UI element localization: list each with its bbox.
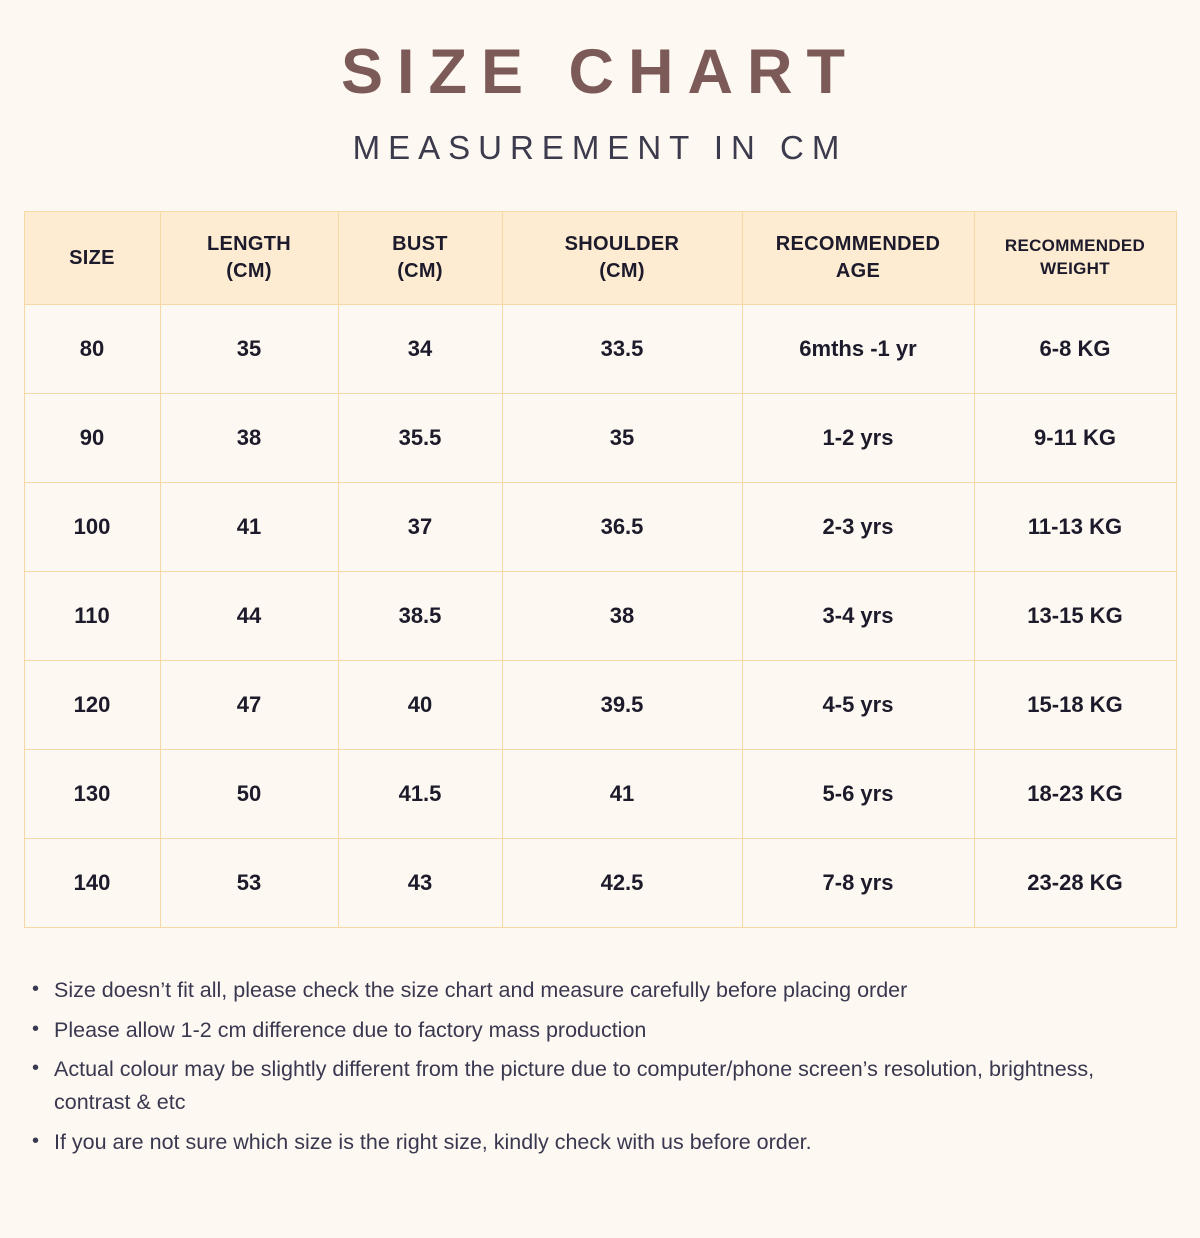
cell-age: 7-8 yrs bbox=[742, 839, 974, 928]
cell-bust: 40 bbox=[338, 661, 502, 750]
cell-size: 120 bbox=[24, 661, 160, 750]
list-item: • If you are not sure which size is the right size, kindly check with us before order. bbox=[26, 1126, 1156, 1159]
table-row bbox=[24, 483, 1176, 572]
size-chart-table bbox=[24, 211, 1177, 928]
table-row bbox=[24, 394, 1176, 483]
cell-bust: 38.5 bbox=[338, 572, 502, 661]
column-header-bust-line1: BUST bbox=[392, 233, 448, 256]
cell-age: 1-2 yrs bbox=[742, 394, 974, 483]
cell-bust: 41.5 bbox=[338, 750, 502, 839]
cell-length: 38 bbox=[160, 394, 338, 483]
column-header-shoulder-line1: SHOULDER bbox=[564, 233, 680, 256]
cell-length: 41 bbox=[160, 483, 338, 572]
cell-bust: 37 bbox=[338, 483, 502, 572]
cell-length: 50 bbox=[160, 750, 338, 839]
cell-weight: 15-18 KG bbox=[974, 661, 1176, 750]
cell-shoulder: 41 bbox=[502, 750, 742, 839]
column-header-bust-line2: (CM) bbox=[397, 260, 443, 283]
table-row bbox=[24, 839, 1176, 928]
cell-weight: 9-11 KG bbox=[974, 394, 1176, 483]
cell-size: 110 bbox=[24, 572, 160, 661]
cell-length: 35 bbox=[160, 305, 338, 394]
size-chart-page bbox=[0, 38, 1200, 1238]
cell-shoulder: 33.5 bbox=[502, 305, 742, 394]
page-subtitle: MEASUREMENT IN CM bbox=[352, 129, 848, 167]
column-header-recommended-age bbox=[742, 212, 974, 305]
cell-weight: 11-13 KG bbox=[974, 483, 1176, 572]
cell-age: 5-6 yrs bbox=[742, 750, 974, 839]
cell-weight: 6-8 KG bbox=[974, 305, 1176, 394]
cell-weight: 13-15 KG bbox=[974, 572, 1176, 661]
cell-bust: 35.5 bbox=[338, 394, 502, 483]
cell-age: 4-5 yrs bbox=[742, 661, 974, 750]
cell-length: 53 bbox=[160, 839, 338, 928]
column-header-recommended-weight bbox=[974, 212, 1176, 305]
list-item: • Please allow 1-2 cm difference due to factory mass production bbox=[26, 1014, 1156, 1047]
column-header-weight-line1: RECOMMENDED bbox=[1004, 236, 1146, 256]
table-body bbox=[24, 305, 1176, 928]
cell-bust: 43 bbox=[338, 839, 502, 928]
cell-length: 47 bbox=[160, 661, 338, 750]
cell-length: 44 bbox=[160, 572, 338, 661]
cell-size: 80 bbox=[24, 305, 160, 394]
column-header-age-line1: RECOMMENDED bbox=[775, 233, 941, 256]
column-header-shoulder-line2: (CM) bbox=[599, 260, 645, 283]
cell-size: 100 bbox=[24, 483, 160, 572]
cell-shoulder: 35 bbox=[502, 394, 742, 483]
column-header-weight-line2: WEIGHT bbox=[1040, 259, 1110, 279]
cell-age: 3-4 yrs bbox=[742, 572, 974, 661]
table-row bbox=[24, 661, 1176, 750]
column-header-bust bbox=[338, 212, 502, 305]
cell-size: 140 bbox=[24, 839, 160, 928]
column-header-length bbox=[160, 212, 338, 305]
cell-shoulder: 38 bbox=[502, 572, 742, 661]
column-header-length-line2: (CM) bbox=[226, 260, 272, 283]
table-row bbox=[24, 305, 1176, 394]
cell-weight: 18-23 KG bbox=[974, 750, 1176, 839]
column-header-length-line1: LENGTH bbox=[206, 233, 292, 256]
cell-shoulder: 42.5 bbox=[502, 839, 742, 928]
cell-age: 6mths -1 yr bbox=[742, 305, 974, 394]
list-item: • Size doesn’t fit all, please check the size chart and measure carefully before placing order bbox=[26, 974, 1156, 1007]
cell-size: 130 bbox=[24, 750, 160, 839]
cell-shoulder: 36.5 bbox=[502, 483, 742, 572]
cell-size: 90 bbox=[24, 394, 160, 483]
table-header-row bbox=[24, 212, 1176, 305]
cell-age: 2-3 yrs bbox=[742, 483, 974, 572]
cell-bust: 34 bbox=[338, 305, 502, 394]
page-title: SIZE CHART bbox=[341, 37, 859, 107]
list-item: • Actual colour may be slightly different from the picture due to computer/phone screen’s resolution, brightness, contrast & etc bbox=[26, 1053, 1156, 1120]
table-row bbox=[24, 750, 1176, 839]
cell-shoulder: 39.5 bbox=[502, 661, 742, 750]
table-header bbox=[24, 212, 1176, 305]
column-header-size-line1: SIZE bbox=[69, 246, 115, 269]
table-row bbox=[24, 572, 1176, 661]
cell-weight: 23-28 KG bbox=[974, 839, 1176, 928]
notes-list bbox=[26, 974, 1156, 1159]
column-header-size bbox=[24, 212, 160, 305]
column-header-age-line2: AGE bbox=[835, 260, 881, 283]
column-header-shoulder bbox=[502, 212, 742, 305]
